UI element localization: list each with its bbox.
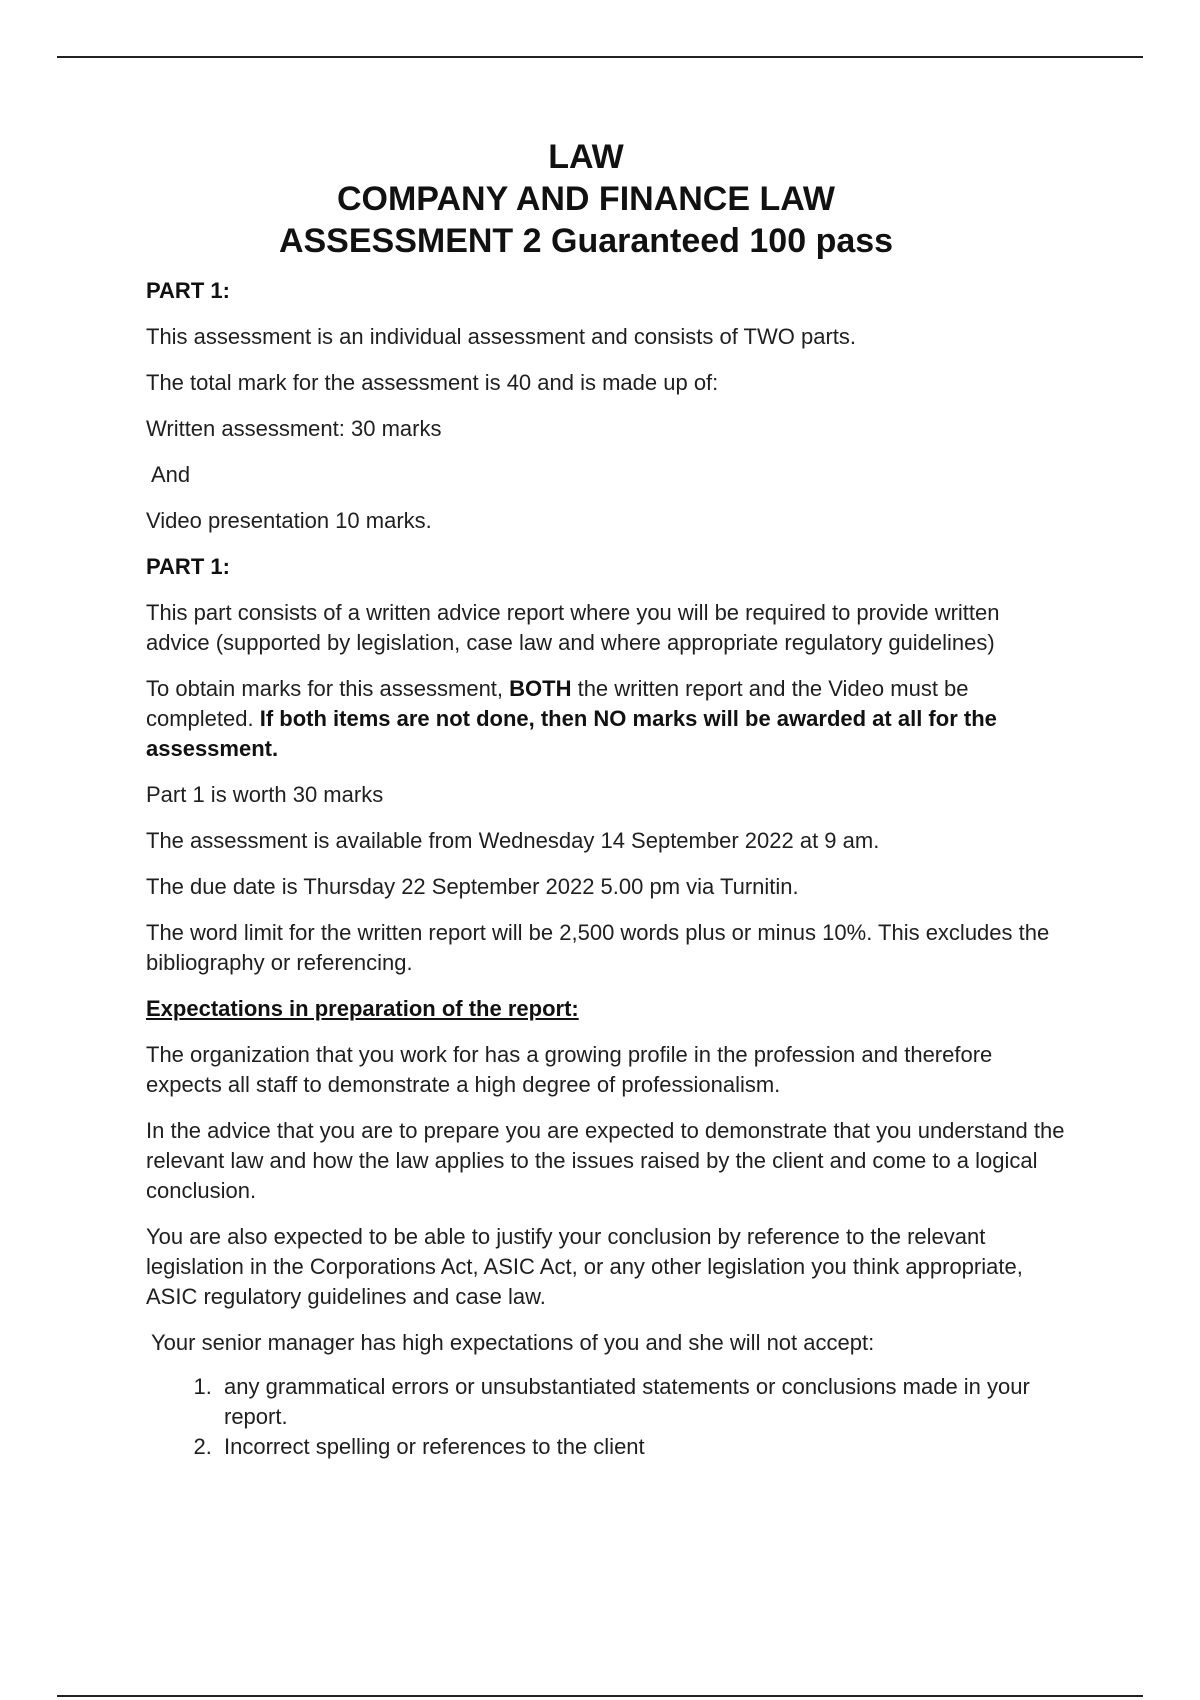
part1-paragraph-2 <box>146 674 1066 764</box>
part1-p2-warning: If both items are not done, then NO marks will be awarded at all for the assessment. <box>146 706 997 761</box>
expectations-paragraph-3: You are also expected to be able to justify your conclusion by reference to the relevant legislation in the Corporations Act, ASIC Act, or any other legislation you think appropriate, ASIC regulatory guidelines and case law. <box>146 1224 1023 1309</box>
intro-paragraph-4: And <box>151 462 191 487</box>
part1-p2-text-a: To obtain marks for this assessment, <box>146 676 510 701</box>
intro-paragraph-1: This assessment is an individual assessment and consists of TWO parts. <box>146 324 856 349</box>
part1-paragraph-4: The assessment is available from Wednesday 14 September 2022 at 9 am. <box>146 828 880 853</box>
expectations-paragraph-4: Your senior manager has high expectations of you and she will not accept: <box>151 1330 875 1355</box>
title-line-2: COMPANY AND FINANCE LAW <box>336 180 836 218</box>
part1-p2-text-c: the written report and the Video must be completed. <box>146 676 969 731</box>
document-title <box>126 136 1046 262</box>
part1-paragraph-1: This part consists of a written advice report where you will be required to provide written advice (supported by legislation, case law and where appropriate regulatory guidelines) <box>146 600 1000 655</box>
title-line-1: LAW <box>548 138 624 176</box>
part1-p2-both: BOTH <box>509 676 572 701</box>
expectations-heading: Expectations in preparation of the report: <box>146 996 579 1021</box>
intro-paragraph-5: Video presentation 10 marks. <box>146 508 432 533</box>
title-line-3: ASSESSMENT 2 Guaranteed 100 pass <box>278 222 894 260</box>
expectations-paragraph-2: In the advice that you are to prepare you are expected to demonstrate that you understand the relevant law and how the law applies to the issues raised by the client and come to a logical conclusion. <box>146 1118 1065 1203</box>
top-rule <box>57 56 1143 58</box>
part1-paragraph-5: The due date is Thursday 22 September 2022 5.00 pm via Turnitin. <box>146 874 799 899</box>
list-item: 2. Incorrect spelling or references to the client <box>218 1432 1066 1462</box>
expectations-paragraph-1: The organization that you work for has a growing profile in the profession and therefore expects all staff to demonstrate a high degree of professionalism. <box>146 1042 993 1097</box>
bottom-rule <box>57 1695 1143 1697</box>
intro-paragraph-3: Written assessment: 30 marks <box>146 416 442 441</box>
document-page <box>146 136 1066 1462</box>
list-item: 1. any grammatical errors or unsubstantiated statements or conclusions made in your report. <box>218 1372 1066 1432</box>
part1-paragraph-3: Part 1 is worth 30 marks <box>146 782 384 807</box>
part1-heading-second: PART 1: <box>146 554 230 579</box>
expectations-list <box>146 1372 1066 1462</box>
part1-heading-first: PART 1: <box>146 278 230 303</box>
intro-paragraph-2: The total mark for the assessment is 40 and is made up of: <box>146 370 719 395</box>
part1-paragraph-6: The word limit for the written report will be 2,500 words plus or minus 10%. This excludes the bibliography or referencing. <box>146 920 1050 975</box>
